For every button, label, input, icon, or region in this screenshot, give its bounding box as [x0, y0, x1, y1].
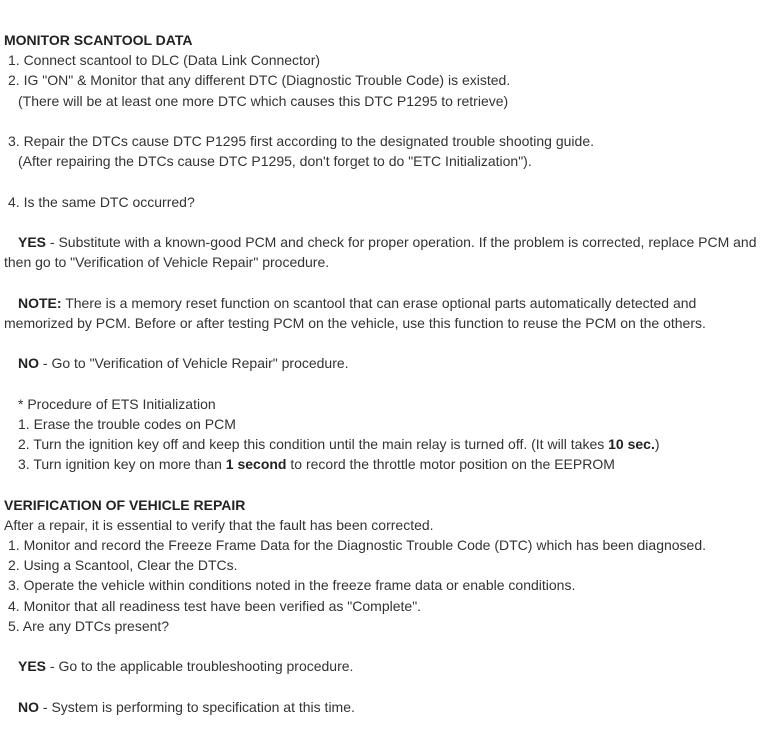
text-line — [8, 50, 320, 70]
text-line — [18, 454, 615, 474]
text-line — [18, 293, 696, 313]
text-line — [18, 394, 216, 414]
bold-text: NO — [18, 355, 39, 372]
text-line — [8, 575, 575, 595]
text-line — [18, 697, 355, 717]
text: (After repairing the DTCs cause DTC P1295, don't forget to do "ETC Initialization"). — [18, 153, 532, 170]
text: then go to "Verification of Vehicle Repair" procedure. — [4, 254, 330, 271]
text: 2. Using a Scantool, Clear the DTCs. — [8, 557, 238, 574]
text: There is a memory reset function on scantool that can erase optional parts automatically detected and — [61, 294, 697, 311]
text: 1. Erase the trouble codes on PCM — [18, 415, 236, 432]
text-line — [8, 596, 421, 616]
text: 4. Monitor that all readiness test have been verified as "Complete". — [8, 597, 422, 614]
text: 1. Monitor and record the Freeze Frame Data for the Diagnostic Trouble Code (DTC) which has been diagnosed. — [8, 537, 707, 553]
text: 3. Turn ignition key on more than — [18, 456, 226, 473]
text-line — [4, 515, 434, 535]
text: 3. Repair the DTCs cause DTC P1295 first according to the designated trouble shooting guide. — [8, 133, 594, 149]
bold-text: NOTE: — [18, 294, 62, 311]
text-line — [18, 656, 353, 676]
text: - System is performing to specification at this time. — [39, 698, 355, 715]
text: 4. Is the same DTC occurred? — [8, 193, 195, 210]
bold-text: 1 second — [225, 456, 287, 473]
section-heading — [4, 30, 192, 50]
section-heading — [4, 495, 245, 515]
text: 2. Turn the ignition key off and keep this condition until the main relay is turned off. (It will takes — [18, 436, 609, 452]
text: After a repair, it is essential to verify that the fault has been corrected. — [4, 516, 434, 533]
text: * Procedure of ETS Initialization — [18, 395, 216, 412]
bold-text: NO — [18, 698, 39, 715]
text: 3. Operate the vehicle within conditions noted in the freeze frame data or enable conditions. — [8, 577, 576, 594]
text: - Go to the applicable troubleshooting procedure. — [46, 658, 354, 675]
text-line — [18, 91, 508, 111]
text: - Substitute with a known-good PCM and check for proper operation. If the problem is corrected, replace PCM and — [46, 234, 757, 250]
text-line — [4, 252, 329, 272]
text-line — [18, 434, 660, 454]
text-line — [8, 535, 706, 555]
text: to record the throttle motor position on the EEPROM — [286, 456, 615, 473]
text: - Go to "Verification of Vehicle Repair" procedure. — [39, 355, 349, 372]
text-line — [8, 70, 510, 90]
text-line — [18, 353, 349, 373]
text: ) — [654, 436, 660, 452]
text-line — [8, 192, 195, 212]
text: 5. Are any DTCs present? — [8, 617, 170, 634]
bold-text: MONITOR SCANTOOL DATA — [4, 32, 193, 48]
text-line — [18, 232, 756, 252]
text: 2. IG "ON" & Monitor that any different DTC (Diagnostic Trouble Code) is existed. — [8, 72, 511, 89]
text-line — [18, 151, 532, 171]
bold-text: 10 sec. — [608, 436, 655, 452]
text-line — [18, 414, 236, 434]
bold-text: YES — [18, 658, 47, 675]
text-line — [4, 313, 706, 333]
text: memorized by PCM. Before or after testing PCM on the vehicle, use this function to reuse the PCM on the others. — [4, 314, 706, 331]
text: (There will be at least one more DTC which causes this DTC P1295 to retrieve) — [18, 92, 509, 109]
text-line — [8, 131, 594, 151]
bold-text: YES — [18, 234, 47, 250]
text-line — [8, 555, 238, 575]
text-line — [8, 616, 169, 636]
text: 1. Connect scantool to DLC (Data Link Connector) — [8, 52, 321, 69]
bold-text: VERIFICATION OF VEHICLE REPAIR — [4, 496, 246, 513]
